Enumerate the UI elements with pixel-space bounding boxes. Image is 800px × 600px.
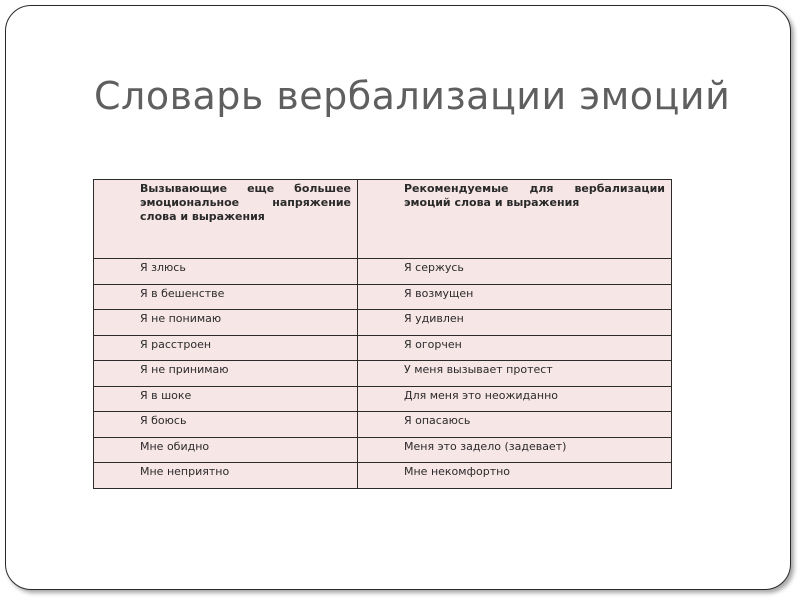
table-row [94, 463, 672, 489]
table-row [94, 310, 672, 336]
header-cell-recommended: Рекомендуемые для вербализации эмоций слова и выражения [358, 180, 672, 259]
table-row [94, 284, 672, 310]
vocabulary-table [93, 179, 672, 489]
cell-harmful: Мне обидно [94, 437, 358, 463]
cell-recommended: Я возмущен [358, 284, 672, 310]
cell-harmful: Я злюсь [94, 259, 358, 285]
table-row [94, 335, 672, 361]
cell-recommended: Я сержусь [358, 259, 672, 285]
table-row [94, 412, 672, 438]
cell-recommended: Для меня это неожиданно [358, 386, 672, 412]
table-row [94, 361, 672, 387]
table-row [94, 386, 672, 412]
cell-harmful: Я не понимаю [94, 310, 358, 336]
cell-recommended: Меня это задело (задевает) [358, 437, 672, 463]
header-cell-harmful: Вызывающие еще большее эмоциональное напряжение слова и выражения [94, 180, 358, 259]
table-row [94, 259, 672, 285]
cell-recommended: Я удивлен [358, 310, 672, 336]
table-header-row [94, 180, 672, 259]
slide-frame [5, 5, 791, 590]
cell-recommended: У меня вызывает протест [358, 361, 672, 387]
cell-harmful: Мне неприятно [94, 463, 358, 489]
cell-harmful: Я не принимаю [94, 361, 358, 387]
cell-harmful: Я в бешенстве [94, 284, 358, 310]
slide-title: Словарь вербализации эмоций [94, 74, 731, 118]
cell-harmful: Я боюсь [94, 412, 358, 438]
cell-recommended: Мне некомфортно [358, 463, 672, 489]
cell-harmful: Я расстроен [94, 335, 358, 361]
table-row [94, 437, 672, 463]
cell-harmful: Я в шоке [94, 386, 358, 412]
cell-recommended: Я опасаюсь [358, 412, 672, 438]
cell-recommended: Я огорчен [358, 335, 672, 361]
